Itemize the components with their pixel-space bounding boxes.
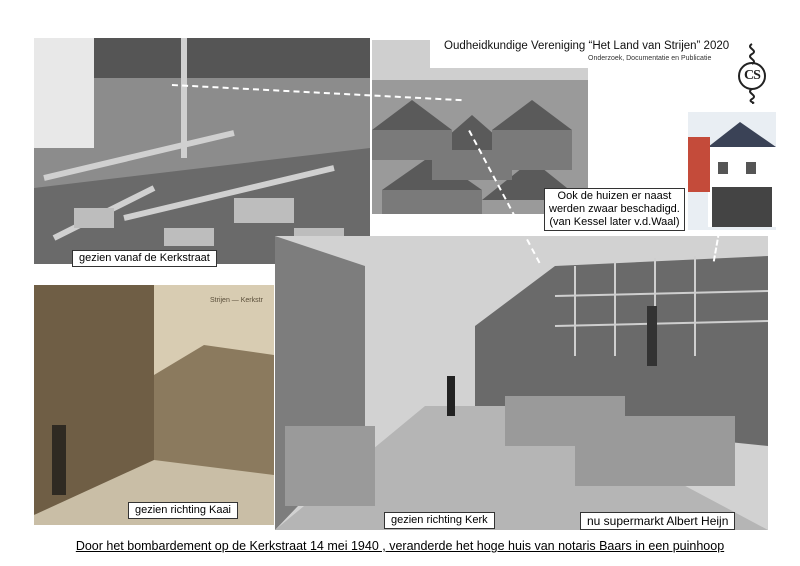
street-kerk-illustration (275, 236, 768, 530)
caption-kerkstraat: gezien vanaf de Kerkstraat (72, 250, 217, 267)
ruins-illustration (34, 38, 370, 264)
header-title: Oudheidkundige Vereniging “Het Land van Strijen” 2020 (444, 40, 730, 52)
street-kaai-illustration (34, 285, 274, 525)
photo-storefront-today (688, 112, 776, 230)
caption-houses-line3: (van Kessel later v.d.Waal) (549, 216, 680, 228)
caption-houses-damaged (544, 188, 685, 231)
caption-houses-line1: Ook de huizen er naast (557, 190, 672, 202)
footer-caption: Door het bombardement op de Kerkstraat 14 mei 1940 , veranderde het hoge huis van notaris Baars in een puinhoop (75, 539, 725, 553)
caption-kerk: gezien richting Kerk (384, 512, 495, 529)
photo-street-kaai (34, 285, 274, 525)
header-subtitle: Onderzoek, Documentatie en Publicatie (588, 55, 712, 62)
caption-kaai: gezien richting Kaai (128, 502, 238, 519)
society-logo (735, 42, 769, 104)
caption-supermarkt: nu supermarkt Albert Heijn (580, 512, 735, 530)
caption-houses-line2: werden zwaar beschadigd. (549, 203, 680, 215)
photo-ruins-kerkstraat (34, 38, 370, 264)
postcard-caption: Strijen — Kerkstr (210, 297, 263, 304)
storefront-illustration (688, 112, 776, 230)
logo-letters: CS (744, 68, 760, 83)
photo-street-kerk (275, 236, 768, 530)
